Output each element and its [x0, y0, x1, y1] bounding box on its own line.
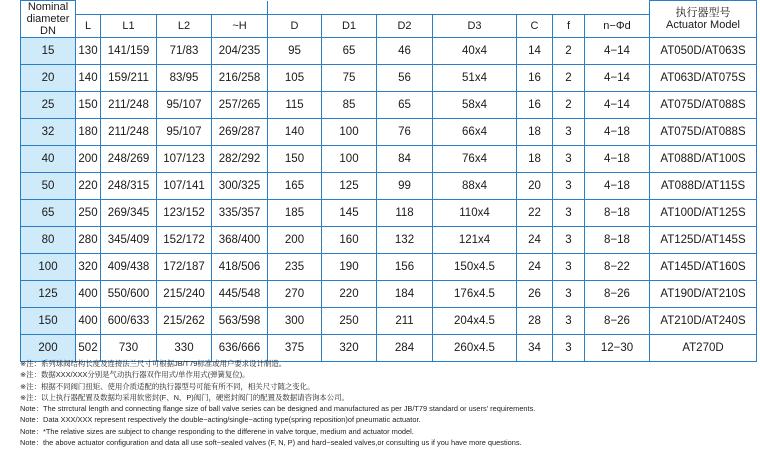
- table-cell: 4−18: [585, 119, 650, 146]
- table-cell: 22: [517, 200, 553, 227]
- table-cell: 248/269: [101, 146, 157, 173]
- header-actuator-en: Actuator Model: [666, 19, 740, 31]
- table-cell: AT125D/AT145S: [650, 227, 757, 254]
- table-cell: 85: [322, 92, 377, 119]
- table-cell: 3: [553, 308, 585, 335]
- specification-table: [20, 0, 757, 362]
- table-cell: 300/325: [212, 173, 268, 200]
- table-cell: 3: [553, 146, 585, 173]
- table-cell: 130: [76, 38, 101, 65]
- table-cell: 3: [553, 200, 585, 227]
- header-spacer-row: [21, 1, 757, 15]
- table-cell: 502: [76, 335, 101, 362]
- table-cell: 100: [322, 119, 377, 146]
- table-cell: AT145D/AT160S: [650, 254, 757, 281]
- table-cell: 165: [268, 173, 322, 200]
- header-flange-group: [268, 1, 650, 15]
- table-cell: 2: [553, 38, 585, 65]
- table-cell: 8−26: [585, 281, 650, 308]
- table-cell: 145: [322, 200, 377, 227]
- table-cell: 16: [517, 92, 553, 119]
- table-cell: 250: [76, 200, 101, 227]
- table-cell: 65: [322, 38, 377, 65]
- table-cell: 269/287: [212, 119, 268, 146]
- table-row: [21, 92, 757, 119]
- table-cell: 24: [517, 227, 553, 254]
- table-cell: 65: [377, 92, 433, 119]
- table-cell: 51x4: [433, 65, 517, 92]
- table-cell: 150x4.5: [433, 254, 517, 281]
- table-cell: 88x4: [433, 173, 517, 200]
- table-cell: 330: [157, 335, 212, 362]
- table-cell: 4−18: [585, 173, 650, 200]
- table-cell: 140: [268, 119, 322, 146]
- table-cell: 75: [322, 65, 377, 92]
- header-actuator-cn: 执行器型号: [675, 7, 731, 19]
- note-line: Note：the above actuator configuration and data all use soft−sealed valves (F, N, P) and hard−sealed valves,or consulting us if you have more questions.: [20, 438, 522, 448]
- table-cell: 121x4: [433, 227, 517, 254]
- note-line: ※注：根据不同阀门扭矩、使用介质适配的执行器型号可能有所不同，相关尺寸随之变化。: [20, 381, 315, 391]
- table-cell: 150: [268, 146, 322, 173]
- header-col-L2: L2: [157, 15, 212, 38]
- table-cell: 152/172: [157, 227, 212, 254]
- table-cell: 156: [377, 254, 433, 281]
- header-dn: Nominal diameter DN: [21, 1, 76, 38]
- dn-cell: 15: [21, 38, 76, 65]
- table-row: [21, 119, 757, 146]
- dn-cell: 20: [21, 65, 76, 92]
- table-cell: 257/265: [212, 92, 268, 119]
- table-cell: 3: [553, 254, 585, 281]
- table-cell: 20: [517, 173, 553, 200]
- table-cell: 2: [553, 65, 585, 92]
- table-cell: 636/666: [212, 335, 268, 362]
- table-cell: 248/315: [101, 173, 157, 200]
- table-cell: 141/159: [101, 38, 157, 65]
- dn-cell: 100: [21, 254, 76, 281]
- table-cell: 176x4.5: [433, 281, 517, 308]
- table-cell: 95/107: [157, 92, 212, 119]
- table-cell: 56: [377, 65, 433, 92]
- table-cell: 3: [553, 281, 585, 308]
- table-row: [21, 200, 757, 227]
- table-cell: AT210D/AT240S: [650, 308, 757, 335]
- table-cell: 280: [76, 227, 101, 254]
- dn-cell: 150: [21, 308, 76, 335]
- table-cell: 284: [377, 335, 433, 362]
- table-cell: 3: [553, 335, 585, 362]
- table-cell: 105: [268, 65, 322, 92]
- table-cell: 400: [76, 281, 101, 308]
- table-cell: 368/400: [212, 227, 268, 254]
- dn-cell: 40: [21, 146, 76, 173]
- table-cell: 99: [377, 173, 433, 200]
- header-col-D3: D3: [433, 15, 517, 38]
- table-cell: 4−14: [585, 65, 650, 92]
- table-cell: 2: [553, 92, 585, 119]
- table-cell: AT050D/AT063S: [650, 38, 757, 65]
- table-cell: 215/240: [157, 281, 212, 308]
- table-row: [21, 38, 757, 65]
- table-cell: AT270D: [650, 335, 757, 362]
- header-col-L1: L1: [101, 15, 157, 38]
- table-cell: 204/235: [212, 38, 268, 65]
- table-cell: 216/258: [212, 65, 268, 92]
- table-cell: AT063D/AT075S: [650, 65, 757, 92]
- table-cell: 110x4: [433, 200, 517, 227]
- table-cell: 418/506: [212, 254, 268, 281]
- table-cell: 215/262: [157, 308, 212, 335]
- table-cell: 28: [517, 308, 553, 335]
- table-cell: 260x4.5: [433, 335, 517, 362]
- header-col-C: C: [517, 15, 553, 38]
- table-cell: 4−14: [585, 92, 650, 119]
- table-cell: 107/123: [157, 146, 212, 173]
- table-cell: 24: [517, 254, 553, 281]
- header-col-nd: n−Φd: [585, 15, 650, 38]
- table-row: [21, 227, 757, 254]
- table-cell: 185: [268, 200, 322, 227]
- table-cell: 107/141: [157, 173, 212, 200]
- table-cell: 200: [76, 146, 101, 173]
- table-cell: AT100D/AT125S: [650, 200, 757, 227]
- table-cell: 125: [322, 173, 377, 200]
- table-cell: 40x4: [433, 38, 517, 65]
- dn-cell: 200: [21, 335, 76, 362]
- table-cell: 12−30: [585, 335, 650, 362]
- table-cell: 220: [76, 173, 101, 200]
- table-cell: 563/598: [212, 308, 268, 335]
- table-cell: 300: [268, 308, 322, 335]
- table-cell: 3: [553, 227, 585, 254]
- table-cell: 184: [377, 281, 433, 308]
- table-cell: 200: [268, 227, 322, 254]
- header-row: [21, 15, 757, 38]
- table-cell: 235: [268, 254, 322, 281]
- table-cell: 66x4: [433, 119, 517, 146]
- table-cell: 730: [101, 335, 157, 362]
- table-cell: 8−18: [585, 227, 650, 254]
- table-cell: 95/107: [157, 119, 212, 146]
- table-cell: 550/600: [101, 281, 157, 308]
- dn-cell: 32: [21, 119, 76, 146]
- table-cell: 190: [322, 254, 377, 281]
- table-cell: 600/633: [101, 308, 157, 335]
- table-cell: 76: [377, 119, 433, 146]
- dn-cell: 125: [21, 281, 76, 308]
- header-col-D: D: [268, 15, 322, 38]
- table-cell: 8−18: [585, 200, 650, 227]
- dn-cell: 65: [21, 200, 76, 227]
- header-col-L: L: [76, 15, 101, 38]
- table-cell: 211/248: [101, 119, 157, 146]
- table-cell: 4−14: [585, 38, 650, 65]
- table-cell: 14: [517, 38, 553, 65]
- table-cell: 180: [76, 119, 101, 146]
- header-col-f: f: [553, 15, 585, 38]
- table-cell: 204x4.5: [433, 308, 517, 335]
- table-cell: 3: [553, 173, 585, 200]
- table-cell: 211/248: [101, 92, 157, 119]
- table-cell: 220: [322, 281, 377, 308]
- table-cell: 3: [553, 119, 585, 146]
- header-col-H: ~H: [212, 15, 268, 38]
- table-row: [21, 281, 757, 308]
- table-cell: 84: [377, 146, 433, 173]
- table-cell: 345/409: [101, 227, 157, 254]
- table-cell: 269/345: [101, 200, 157, 227]
- table-row: [21, 65, 757, 92]
- note-line: ※注：系列球阀结构长度及连接法兰尺寸可根据JB/T79标准或用户要求设计制造。: [20, 359, 287, 368]
- note-line: Note：*The relative sizes are subject to change responding to the differene in valve torque, medium and actuator model.: [20, 426, 414, 436]
- header-actuator: [650, 1, 757, 38]
- table-cell: 16: [517, 65, 553, 92]
- dn-cell: 50: [21, 173, 76, 200]
- table-cell: 140: [76, 65, 101, 92]
- table-row: [21, 146, 757, 173]
- table-cell: AT075D/AT088S: [650, 119, 757, 146]
- note-line: Note：The strrctural length and connecting flange size of ball valve series can be designed and manufactured as per JB/T79 standard or users' requirements.: [20, 404, 536, 414]
- table-cell: 83/95: [157, 65, 212, 92]
- header-col-D2: D2: [377, 15, 433, 38]
- table-cell: 100: [322, 146, 377, 173]
- table-cell: 270: [268, 281, 322, 308]
- table-cell: 18: [517, 119, 553, 146]
- table-cell: 335/357: [212, 200, 268, 227]
- table-cell: 18: [517, 146, 553, 173]
- note-line: Note：Data XXX/XXX represent respectively the double−acting/single−acting type(spring reposition)of pneumatic actuator.: [20, 415, 421, 425]
- header-col-D1: D1: [322, 15, 377, 38]
- table-row: [21, 254, 757, 281]
- table-cell: 76x4: [433, 146, 517, 173]
- table-cell: 8−22: [585, 254, 650, 281]
- table-cell: 409/438: [101, 254, 157, 281]
- table-cell: 150: [76, 92, 101, 119]
- table-cell: 34: [517, 335, 553, 362]
- table-cell: 46: [377, 38, 433, 65]
- table-cell: AT088D/AT100S: [650, 146, 757, 173]
- table-cell: AT075D/AT088S: [650, 92, 757, 119]
- table-cell: 445/548: [212, 281, 268, 308]
- table-cell: 58x4: [433, 92, 517, 119]
- table-cell: 320: [76, 254, 101, 281]
- table-cell: 132: [377, 227, 433, 254]
- table-cell: 71/83: [157, 38, 212, 65]
- table-cell: 160: [322, 227, 377, 254]
- table-cell: AT088D/AT115S: [650, 173, 757, 200]
- dn-cell: 80: [21, 227, 76, 254]
- dn-cell: 25: [21, 92, 76, 119]
- table-cell: 320: [322, 335, 377, 362]
- table-cell: 118: [377, 200, 433, 227]
- table-cell: 4−18: [585, 146, 650, 173]
- table-cell: 250: [322, 308, 377, 335]
- table-cell: 211: [377, 308, 433, 335]
- header-structure-group: [76, 1, 268, 15]
- note-line: ※注：数据XXX/XXX分别是气动执行器双作用式/单作用式(弹簧复位)。: [20, 370, 250, 380]
- table-cell: 375: [268, 335, 322, 362]
- table-cell: 8−26: [585, 308, 650, 335]
- notes-section: [20, 358, 756, 448]
- note-line: ※注：以上执行器配置及数据均采用软密封(F、N、P)阀门，硬密封阀门的配置及数据请咨询本公司。: [20, 392, 349, 402]
- table-cell: 172/187: [157, 254, 212, 281]
- table-cell: AT190D/AT210S: [650, 281, 757, 308]
- table-row: [21, 173, 757, 200]
- table-cell: 159/211: [101, 65, 157, 92]
- table-cell: 95: [268, 38, 322, 65]
- table-cell: 400: [76, 308, 101, 335]
- table-cell: 282/292: [212, 146, 268, 173]
- table-cell: 123/152: [157, 200, 212, 227]
- table-row: [21, 308, 757, 335]
- table-cell: 115: [268, 92, 322, 119]
- table-cell: 26: [517, 281, 553, 308]
